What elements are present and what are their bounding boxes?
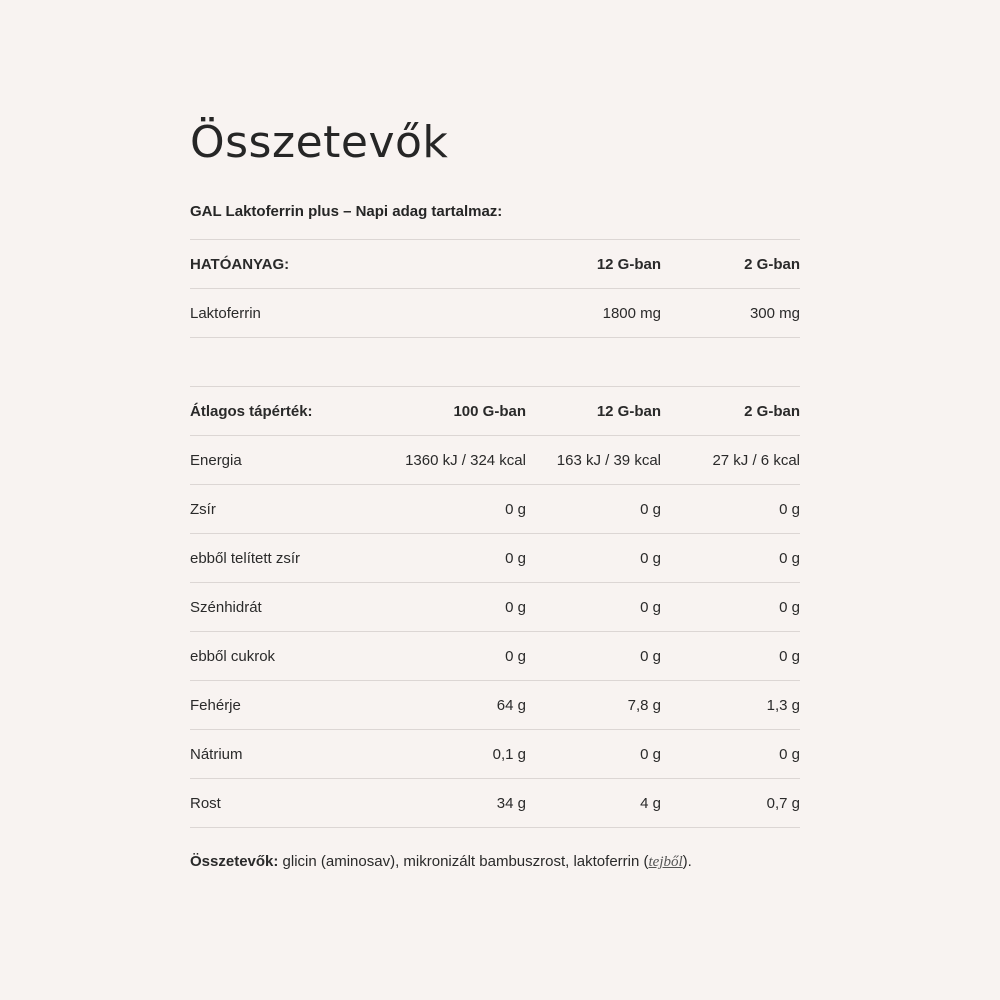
table-cell: 0 g: [661, 534, 800, 583]
header-cell: HATÓANYAG:: [190, 240, 526, 289]
row-label: ebből cukrok: [190, 632, 380, 681]
row-label: Nátrium: [190, 730, 380, 779]
table-cell: 0,7 g: [661, 779, 800, 828]
table-row: [190, 681, 800, 730]
table-cell: 0 g: [661, 632, 800, 681]
ingredients-list: [190, 852, 800, 872]
table-cell: 0 g: [380, 534, 526, 583]
table-cell: 0 g: [380, 632, 526, 681]
table-cell: 7,8 g: [526, 681, 661, 730]
table-row: [190, 779, 800, 828]
header-cell: 12 G-ban: [526, 240, 661, 289]
row-label: Fehérje: [190, 681, 380, 730]
header-cell: 12 G-ban: [526, 387, 661, 436]
row-label: Rost: [190, 779, 380, 828]
row-label: ebből telített zsír: [190, 534, 380, 583]
table-cell: 34 g: [380, 779, 526, 828]
row-label: Zsír: [190, 485, 380, 534]
table-cell: 0 g: [526, 632, 661, 681]
table-cell: 1360 kJ / 324 kcal: [380, 436, 526, 485]
table-header-row: [190, 387, 800, 436]
ingredients-label: Összetevők:: [190, 853, 279, 870]
table-cell: 1800 mg: [526, 289, 661, 338]
table-row: [190, 289, 800, 338]
header-cell: 2 G-ban: [661, 387, 800, 436]
page-title: Összetevők: [190, 117, 449, 168]
table-cell: 0 g: [526, 485, 661, 534]
header-cell: Átlagos tápérték:: [190, 387, 380, 436]
table-cell: 0 g: [526, 583, 661, 632]
table-cell: 0 g: [526, 534, 661, 583]
table-cell: 64 g: [380, 681, 526, 730]
allergen-milk: tejből: [648, 854, 683, 870]
table-row: [190, 632, 800, 681]
table-header-row: [190, 240, 800, 289]
ingredients-suffix: ).: [682, 853, 692, 870]
table-cell: 4 g: [526, 779, 661, 828]
table-cell: 0,1 g: [380, 730, 526, 779]
table-cell: 0 g: [380, 485, 526, 534]
ingredients-text: glicin (aminosav), mikronizált bambuszrost, laktoferrin (: [278, 853, 649, 870]
row-label: Szénhidrát: [190, 583, 380, 632]
table-cell: 27 kJ / 6 kcal: [661, 436, 800, 485]
row-label: Laktoferrin: [190, 289, 526, 338]
table-cell: 0 g: [661, 583, 800, 632]
row-label: Energia: [190, 436, 380, 485]
table-cell: 0 g: [661, 485, 800, 534]
table-row: [190, 730, 800, 779]
table-cell: 163 kJ / 39 kcal: [526, 436, 661, 485]
product-subtitle: GAL Laktoferrin plus – Napi adag tartalmaz:: [190, 203, 503, 220]
table-row: [190, 485, 800, 534]
table-cell: 300 mg: [661, 289, 800, 338]
table-row: [190, 534, 800, 583]
header-cell: 2 G-ban: [661, 240, 800, 289]
table-cell: 0 g: [526, 730, 661, 779]
ingredients-section: [190, 112, 800, 872]
active-ingredient-table: [190, 239, 800, 338]
nutrition-table: [190, 386, 800, 828]
table-cell: 0 g: [661, 730, 800, 779]
table-cell: 0 g: [380, 583, 526, 632]
table-row: [190, 436, 800, 485]
header-cell: 100 G-ban: [380, 387, 526, 436]
table-row: [190, 583, 800, 632]
table-cell: 1,3 g: [661, 681, 800, 730]
